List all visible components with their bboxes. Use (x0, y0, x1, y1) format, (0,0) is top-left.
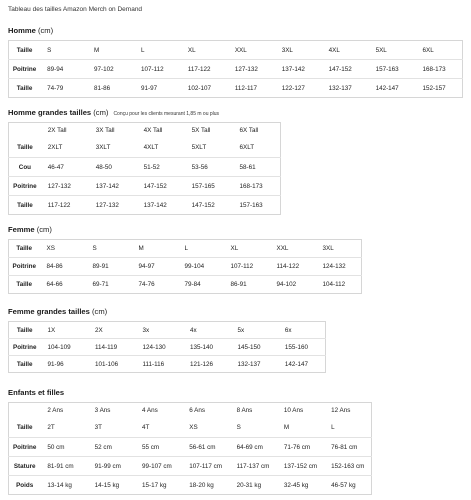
table-cell: 84-86 (40, 258, 86, 276)
table-cell: 145-150 (230, 339, 277, 356)
table-cell: 3T (94, 424, 103, 432)
table-cell: 135-140 (183, 339, 230, 356)
row-header: Poitrine (9, 258, 40, 276)
table-cell: S (236, 424, 241, 432)
section-title (8, 307, 107, 316)
table-row (9, 419, 372, 438)
table-cell: 76-81 cm (324, 438, 371, 457)
table-cell: 71-76 cm (277, 438, 324, 457)
table-row (9, 196, 281, 215)
table-cell: 64-69 cm (230, 438, 277, 457)
table-cell: 4x (189, 326, 197, 334)
table-cell: 147-152 (137, 177, 185, 196)
caption-cell: 12 Ans (331, 407, 351, 415)
table-cell: 107-112 (134, 60, 181, 79)
size-table (8, 402, 372, 495)
caption-cell: 3X Tall (95, 127, 115, 135)
table-cell: 104-112 (316, 276, 362, 294)
table-cell: 111-116 (135, 356, 182, 373)
table-cell: L (140, 46, 145, 54)
table-cell: 107-112 (224, 258, 270, 276)
section-title-text: Femme grandes tailles (8, 307, 90, 316)
table-cell: 152-163 cm (324, 457, 371, 476)
size-table (8, 239, 362, 294)
table-cell: 32-45 kg (277, 476, 324, 495)
table-cell: 81-91 cm (40, 457, 87, 476)
table-cell: 132-137 (230, 356, 277, 373)
table-row (9, 79, 463, 98)
row-header: Stature (9, 457, 41, 476)
row-header: Taille (9, 79, 41, 98)
table-cell: 4XLT (143, 144, 159, 152)
table-cell: 3XLT (95, 144, 111, 152)
table-cell: M (283, 424, 290, 432)
table-cell: 4T (141, 424, 150, 432)
table-cell: 46-57 kg (324, 476, 371, 495)
table-cell: 18-20 kg (182, 476, 229, 495)
table-cell: 13-14 kg (40, 476, 87, 495)
table-cell: 14-15 kg (88, 476, 135, 495)
table-cell: 114-122 (270, 258, 316, 276)
table-cell: 127-132 (89, 196, 137, 215)
table-cell: 97-102 (87, 60, 134, 79)
table-cell: 86-91 (224, 276, 270, 294)
section-unit: (cm) (91, 108, 109, 117)
row-header: Taille (9, 276, 40, 294)
table-cell: 74-79 (40, 79, 87, 98)
table-cell: L (184, 245, 189, 252)
table-cell: 3XL (281, 46, 293, 54)
page-title: Tableau des tailles Amazon Merch on Demand (8, 6, 143, 13)
table-row (9, 177, 281, 196)
table-row (9, 438, 372, 457)
section-title (8, 108, 219, 117)
row-header: Taille (16, 46, 33, 54)
table-cell: 55 cm (135, 438, 182, 457)
caption-cell: 6X Tall (239, 127, 259, 135)
caption-spacer (9, 123, 41, 139)
table-row (9, 240, 362, 258)
section-note: Conçu pour les clients mesurant 1,85 m ou plus (113, 111, 220, 117)
table-cell: 137-142 (137, 196, 185, 215)
section-title-text: Femme (8, 225, 35, 234)
table-cell: XXL (234, 46, 247, 54)
table-cell: XL (230, 245, 239, 252)
section-unit: (cm) (35, 26, 54, 35)
caption-spacer (9, 403, 41, 419)
table-cell: 91-97 (134, 79, 181, 98)
table-cell: 104-109 (41, 339, 88, 356)
table-cell: 58-61 (233, 158, 281, 177)
table-cell: 91-99 cm (88, 457, 135, 476)
row-header: Cou (9, 158, 41, 177)
caption-cell: 3 Ans (94, 407, 111, 415)
table-cell: 5x (237, 326, 245, 334)
table-cell: 147-152 (185, 196, 233, 215)
table-cell: M (94, 46, 100, 54)
table-row (9, 158, 281, 177)
table-cell: 53-56 (185, 158, 233, 177)
table-cell: 112-117 (228, 79, 275, 98)
table-cell: 157-165 (185, 177, 233, 196)
table-row (9, 258, 362, 276)
row-header: Poitrine (9, 177, 41, 196)
table-cell: L (331, 424, 335, 432)
table-cell: 99-107 cm (135, 457, 182, 476)
table-cell: 56-61 cm (182, 438, 229, 457)
table-cell: M (138, 245, 144, 252)
table-cell: 94-97 (132, 258, 178, 276)
table-cell: 168-173 (233, 177, 281, 196)
section-title (8, 26, 53, 35)
table-cell: S (47, 46, 52, 54)
age-caption-row (9, 123, 281, 139)
table-cell: 64-66 (40, 276, 86, 294)
section-title (8, 225, 52, 234)
table-cell: 124-132 (316, 258, 362, 276)
table-cell: 152-157 (416, 79, 463, 98)
table-cell: XS (189, 424, 198, 432)
table-cell: 6XLT (239, 144, 255, 152)
row-header: Poids (9, 476, 41, 495)
size-table (8, 40, 463, 98)
table-cell: 137-142 (89, 177, 137, 196)
table-row (9, 276, 362, 294)
table-cell: 99-104 (178, 258, 224, 276)
row-header: Taille (16, 326, 33, 334)
table-cell: 4XL (328, 46, 340, 54)
table-cell: 107-117 cm (182, 457, 229, 476)
table-cell: 117-122 (41, 196, 89, 215)
table-cell: 122-127 (275, 79, 322, 98)
table-cell: 137-142 (275, 60, 322, 79)
row-header: Poitrine (9, 60, 41, 79)
table-cell: 81-86 (87, 79, 134, 98)
table-cell: XS (46, 245, 55, 252)
table-row (9, 322, 326, 339)
table-cell: 6x (284, 326, 292, 334)
table-cell: 157-163 (233, 196, 281, 215)
table-cell: 117-137 cm (230, 457, 277, 476)
table-cell: 2X (94, 326, 103, 334)
table-cell: 6XL (422, 46, 434, 54)
section-title (8, 388, 64, 397)
caption-cell: 2X Tall (47, 127, 67, 135)
row-header: Poitrine (9, 339, 41, 356)
section-title-text: Homme grandes tailles (8, 108, 92, 117)
row-header: Poitrine (9, 438, 41, 457)
table-cell: 94-102 (270, 276, 316, 294)
table-row (9, 139, 281, 158)
table-row (9, 356, 326, 373)
caption-cell: 6 Ans (189, 407, 206, 415)
caption-cell: 2 Ans (47, 407, 64, 415)
row-header: Taille (9, 196, 41, 215)
table-cell: 52 cm (88, 438, 135, 457)
caption-cell: 8 Ans (236, 407, 253, 415)
size-table (8, 122, 281, 215)
table-cell: 168-173 (416, 60, 463, 79)
row-header: Taille (9, 356, 41, 373)
table-cell: 155-160 (278, 339, 326, 356)
size-table (8, 321, 326, 373)
table-row (9, 41, 463, 60)
table-cell: 101-106 (88, 356, 135, 373)
table-row (9, 60, 463, 79)
table-cell: 157-163 (369, 60, 416, 79)
table-cell: 124-130 (135, 339, 182, 356)
row-header: Taille (16, 424, 33, 432)
table-cell: 132-137 (322, 79, 369, 98)
section-title-text: Enfants et filles (8, 388, 65, 397)
caption-cell: 4 Ans (141, 407, 158, 415)
table-cell: 142-147 (369, 79, 416, 98)
table-cell: XL (187, 46, 196, 54)
table-cell: S (92, 245, 97, 252)
table-cell: 5XLT (191, 144, 207, 152)
table-row (9, 457, 372, 476)
table-cell: 48-50 (89, 158, 137, 177)
table-cell: 46-47 (41, 158, 89, 177)
section-unit: (cm) (89, 307, 108, 316)
table-cell: 20-31 kg (230, 476, 277, 495)
caption-cell: 10 Ans (283, 407, 304, 415)
table-cell: 137-152 cm (277, 457, 324, 476)
table-cell: 89-91 (86, 258, 132, 276)
table-cell: 114-119 (88, 339, 135, 356)
table-cell: 147-152 (322, 60, 369, 79)
age-caption-row (9, 403, 372, 419)
table-cell: 117-122 (181, 60, 228, 79)
row-header: Taille (16, 245, 33, 252)
table-cell: 69-71 (86, 276, 132, 294)
section-unit: (cm) (34, 225, 52, 234)
table-cell: 121-126 (183, 356, 230, 373)
table-cell: 74-76 (132, 276, 178, 294)
table-cell: 1X (47, 326, 56, 334)
table-cell: 91-96 (41, 356, 88, 373)
table-cell: 127-132 (41, 177, 89, 196)
table-cell: 3x (142, 326, 150, 334)
table-row (9, 476, 372, 495)
table-cell: 2T (47, 424, 55, 432)
table-cell: 127-132 (228, 60, 275, 79)
table-cell: 15-17 kg (135, 476, 182, 495)
table-row (9, 339, 326, 356)
table-cell: XXL (276, 245, 289, 252)
table-cell: 3XL (322, 245, 334, 252)
table-cell: 79-84 (178, 276, 224, 294)
table-cell: 102-107 (181, 79, 228, 98)
caption-cell: 4X Tall (143, 127, 163, 135)
row-header: Taille (17, 144, 33, 152)
section-title-text: Homme (8, 26, 36, 35)
table-cell: 142-147 (278, 356, 326, 373)
table-cell: 5XL (375, 46, 387, 54)
table-cell: 89-94 (40, 60, 87, 79)
caption-cell: 5X Tall (191, 127, 211, 135)
table-cell: 50 cm (40, 438, 87, 457)
table-cell: 51-52 (137, 158, 185, 177)
table-cell: 2XLT (47, 144, 63, 152)
